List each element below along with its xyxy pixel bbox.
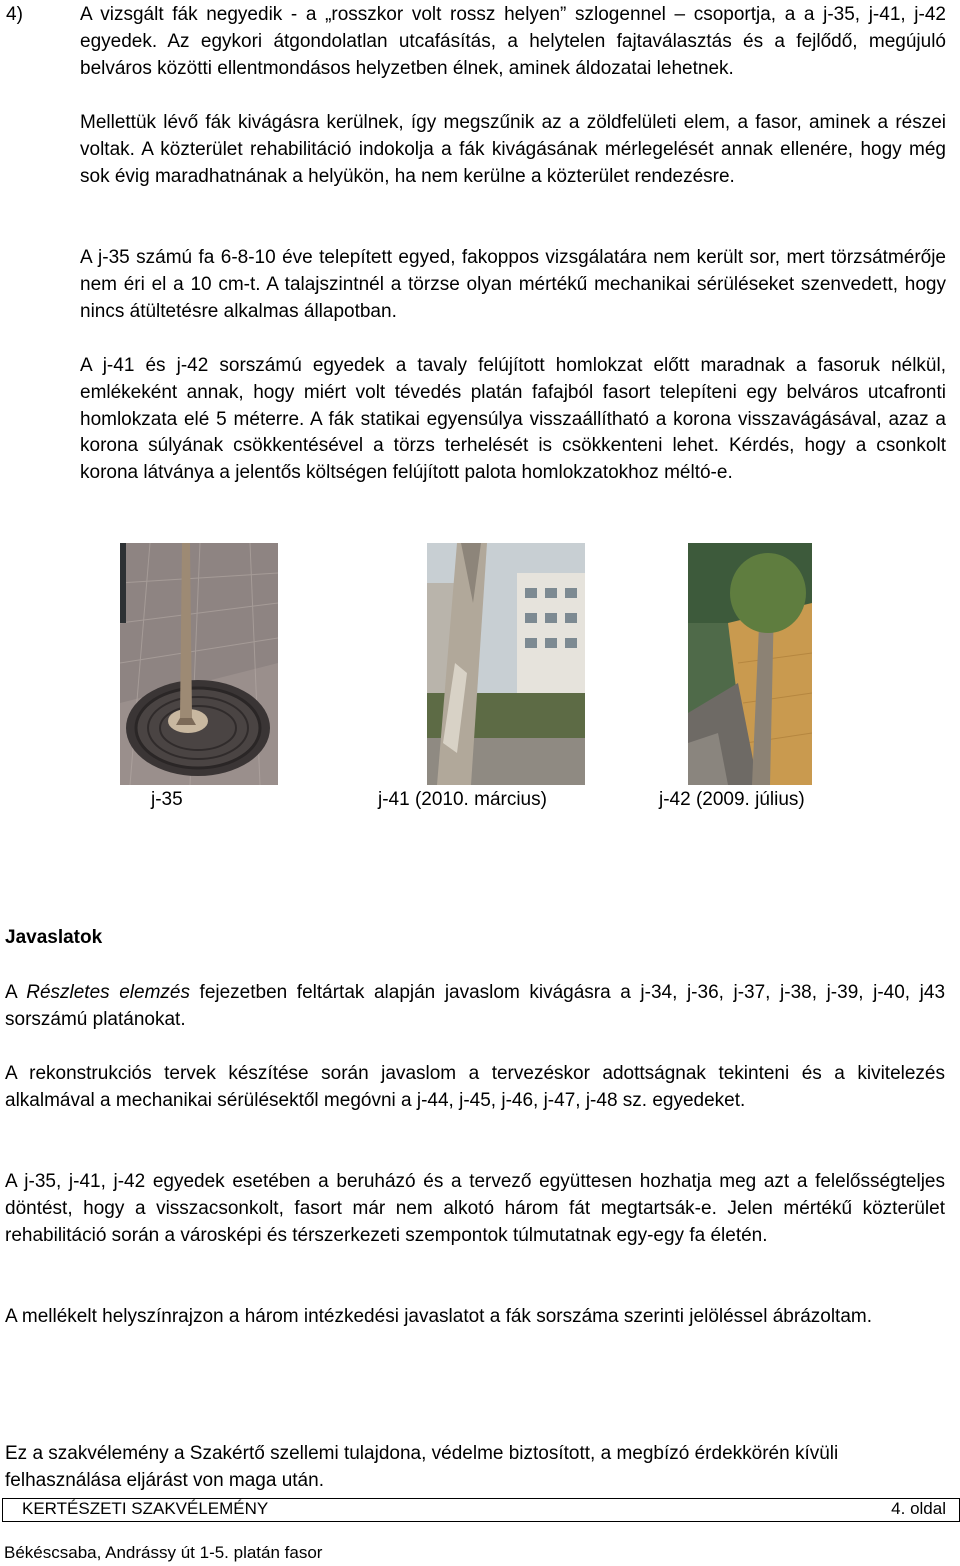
photo-j35-image [120, 543, 278, 785]
chapter-reference: Részletes elemzés [26, 982, 190, 1003]
removal-text-suffix: fejezetben feltártak alapján javaslom kivágásra a j-34, j-36, j-37, j-38, j-39, j-40, j43 sorszámú platánokat. [5, 982, 946, 1030]
photo-j42-image [688, 543, 812, 785]
photo-caption-j42: j-42 (2009. július) [659, 789, 805, 810]
page-number: 4. oldal [891, 1499, 946, 1518]
paragraph-intro: A vizsgált fák negyedik - a „rosszkor volt rossz helyen” szlogennel – csoportja, a a j-35, j-41, j-42 egyedek. Az egykori átgondolatlan utcafásítás, a helytelen fajtaválasztás és a fejlődő, megújuló belváros közötti ellentmondásos helyzetben élnek, aminek áldozatai lehetnek. [80, 4, 946, 79]
section-heading: Javaslatok [5, 927, 103, 948]
removal-text-prefix: A [5, 982, 27, 1003]
footer-location: Békéscsaba, Andrássy út 1-5. platán fasor [4, 1543, 323, 1562]
paragraph-j35: A j-35 számú fa 6-8-10 éve telepített egyed, fakoppos vizsgálatára nem került sor, mert törzsátmérője nem éri el a 10 cm-t. A talajszintnél a törzse olyan mértékű mechanikai sérüléseket szenvedett, hogy nincs átültetésre alkalmas állapotban. [80, 247, 946, 322]
photo-j35 [120, 543, 278, 785]
footer-title: KERTÉSZETI SZAKVÉLEMÉNY [22, 1499, 269, 1518]
photo-caption-j35: j-35 [151, 789, 183, 810]
paragraph-decision: A j-35, j-41, j-42 egyedek esetében a beruházó és a tervező együttesen hozhatja meg azt a felelősségteljes döntést, hogy a visszacsonkolt, fasort már nem alkotó három fát megtartsák-e. Jelen mértékű közterület rehabilitáció során a városképi és térszerkezeti szempontok túlmutatnak egy-egy fa életén. [5, 1171, 945, 1246]
paragraph-j41-j42: A j-41 és j-42 sorszámú egyedek a tavaly felújított homlokzat előtt maradnak a fasoruk nélkül, emlékeként annak, hogy miért volt tévedés platán fafajból fasort telepíteni egy belváros utcafronti homlokzata elé 5 méterre. A fák statikai egyensúlya visszaállítható a korona visszavágásával, azaz a korona súlyának csökkentésével a törzs terhelését is csökkenteni lehet. Kérdés, hogy a csonkolt korona látványa a jelentős költségen felújított palota homlokzatokhoz méltó-e. [80, 355, 946, 484]
photo-caption-j41: j-41 (2010. március) [378, 789, 547, 810]
photo-j41 [427, 543, 585, 785]
paragraph-removal [5, 980, 945, 1034]
photo-j42 [688, 543, 812, 785]
photo-j41-image [427, 543, 585, 785]
copyright-notice: Ez a szakvélemény a Szakértő szellemi tulajdona, védelme biztosított, a megbízó érdekkörén kívüli felhasználása eljárást von maga után. [5, 1443, 839, 1491]
list-number: 4) [6, 4, 23, 25]
paragraph-neighbours: Mellettük lévő fák kivágásra kerülnek, így megszűnik az a zöldfelületi elem, a fasor, aminek a részei voltak. A közterület rehabilitáció indokolja a fák kivágásának mérlegelését annak ellenére, hogy még sok évig maradhatnának a helyükön, ha nem kerülne a közterület rendezésre. [80, 112, 946, 187]
paragraph-site-plan: A mellékelt helyszínrajzon a három intézkedési javaslatot a fák sorszáma szerinti jelöléssel ábrázoltam. [5, 1306, 873, 1327]
paragraph-protection: A rekonstrukciós tervek készítése során javaslom a tervezéskor adottságnak tekinteni és a kivitelezés alkalmával a mechanikai sérülésektől megóvni a j-44, j-45, j-46, j-47, j-48 sz. egyedeket. [5, 1063, 945, 1111]
